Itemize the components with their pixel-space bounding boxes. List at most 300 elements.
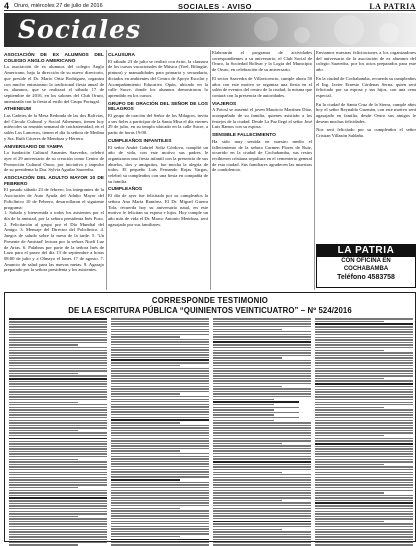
notice-text-line	[315, 420, 413, 421]
notice-text-line	[213, 396, 311, 397]
article-column-3	[212, 50, 312, 290]
notice-text-line	[315, 378, 384, 379]
notice-text-line	[315, 529, 413, 530]
notice-text-line	[111, 388, 209, 389]
notice-text-line	[111, 365, 180, 366]
notice-text-line	[111, 318, 209, 319]
notice-text-line	[9, 350, 107, 351]
article-text: Elaborarán el programa de actividades correspondientes a su aniversario, el Club Social de Oruro, la Sociedad Bolívar y la Logia del Municipio de Oruro, en celebración de su aniversario.	[212, 50, 312, 73]
notice-text-line	[9, 542, 107, 543]
notice-text-line	[213, 321, 311, 322]
notice-text-line	[213, 529, 282, 530]
notice-text-line	[111, 347, 209, 348]
notice-text-line	[315, 536, 413, 537]
article-text: En la ciudad de Cochabamba, recuerda su cumpleaños el Ing. Javier Ernesto Cárdenas Serna, quien será felicitado por su esposa y sus hijos, con una cena especial.	[316, 75, 416, 98]
article-text: El día de ayer fue felicitada por su cumpleaños la señora Ana María Ramírez. El Dr. Miguel Guerra Tola, recuerda hoy su aniversario natal, en este motivo le felicitan su esposa e hijos. Hoy cumple un año más de vida el Dr. Marco Antonio Mendoza, será agasajado por sus familiares.	[108, 193, 208, 227]
notice-text-line	[9, 337, 107, 338]
article-text: El sábado 23 de julio se realizó con éxito, la clausura de los cursos vacacionales de Música (Yoel, Bilingüe, pintura) y manualidades para primaria y secundaria, dictados en ambientes del Centro de Apoyo Escolar y Acompañamiento Educativo Opón, ubicado en la calle Sucre, donde los alumnos demostraron lo aprendido en los cursos.	[108, 58, 208, 98]
article-text: Las Cadetes de la Mesa Redonda de las dos Bolivias, del Círculo Cultural y Social Atheneum, tienen hoy miércoles su reunión semanal de confraternidad, en el salón Los Lanceros, tienen el día la señora de Medina y Sra. Ruth Cáceres de Mendoza y Herrera.	[4, 113, 104, 141]
notice-text-line	[9, 412, 107, 413]
notice-text-line	[315, 365, 413, 366]
notice-text-line	[111, 456, 209, 457]
section-banner	[4, 13, 416, 47]
notice-text-line	[111, 450, 180, 451]
notice-text-line	[213, 526, 311, 527]
notice-text-line	[9, 414, 107, 415]
article-heading: GRUPO DE ORACIÓN DEL SEÑOR DE LOS MILAGROS	[108, 101, 208, 113]
notice-text-line	[9, 425, 107, 426]
notice-text-line	[315, 495, 413, 496]
notice-text-line	[315, 456, 413, 457]
article-text: El sector Saavedra de Villavicencio, cumple ahora 50 años con este motivo se organiza una fiesta en el salón de eventos del centro de la ciudad, la misma que contará con la presencia de autoridades.	[212, 75, 312, 98]
notice-text-line	[315, 355, 413, 356]
notice-text-line	[315, 380, 413, 381]
notice-text-line	[111, 539, 209, 541]
notice-text-line	[213, 329, 282, 330]
notice-text-line	[213, 344, 311, 345]
notice-text-line	[9, 370, 107, 371]
notice-text-line	[111, 484, 209, 485]
notice-text-line	[315, 404, 413, 405]
notice-text-line	[213, 350, 311, 351]
notice-text-line	[111, 528, 209, 529]
notice-text-line	[111, 482, 209, 483]
notice-text-line	[9, 422, 107, 423]
notice-text-line	[213, 492, 311, 493]
notice-text-line	[111, 373, 209, 374]
notice-text-column	[9, 317, 107, 539]
notice-text-line	[111, 383, 209, 384]
notice-text-line	[9, 461, 107, 462]
notice-text-line	[213, 435, 311, 436]
notice-text-line	[315, 389, 413, 390]
notice-text-line	[111, 443, 209, 444]
notice-text-line	[111, 458, 209, 459]
notice-text-line	[213, 542, 311, 543]
notice-text-line	[9, 381, 107, 382]
notice-text-line	[9, 417, 107, 418]
notice-text-line	[9, 396, 107, 397]
notice-text-line	[111, 461, 209, 462]
notice-text-line	[213, 502, 311, 503]
notice-text-line	[9, 469, 107, 470]
notice-text-line	[111, 536, 180, 537]
article-text: Enviamos nuestras felicitaciones a los organizadores del aniversario de la asociación de ex alumnos del colegio Saavedra, por los actos preparados para este año.	[316, 50, 416, 73]
notice-text-column	[315, 317, 413, 539]
notice-text-line	[111, 380, 209, 381]
notice-text-line	[9, 394, 107, 395]
notice-text-line	[213, 508, 311, 509]
notice-text-line	[315, 443, 413, 445]
page-header	[4, 2, 416, 11]
notice-text-line	[9, 521, 107, 522]
notice-text-line	[9, 389, 107, 390]
notice-text-line	[315, 539, 413, 540]
notice-text-line	[111, 329, 209, 330]
notice-text-line	[315, 446, 413, 447]
notice-text-line	[213, 339, 311, 340]
notice-text-line	[315, 425, 413, 426]
article-heading: SENSIBLE FALLECIMIENTO	[212, 133, 276, 139]
notice-text-line	[213, 399, 274, 400]
notice-text-line	[111, 435, 209, 436]
notice-text-line	[213, 375, 311, 376]
notice-text-line	[315, 448, 413, 449]
notice-text-line	[315, 513, 413, 514]
notice-text-line	[213, 461, 311, 463]
notice-text-line	[9, 352, 107, 353]
banner-decoration	[379, 23, 399, 43]
notice-text-line	[111, 463, 209, 464]
notice-text-line	[111, 474, 209, 475]
notice-text-line	[315, 502, 413, 504]
notice-text-line	[315, 373, 413, 374]
notice-text-line	[111, 417, 209, 418]
notice-text-line	[213, 318, 311, 319]
notice-text-line	[213, 365, 311, 366]
article-heading: CUMPLEAÑOS INFANTILES	[108, 138, 172, 144]
notice-text-line	[111, 414, 209, 415]
notice-text-line	[111, 339, 209, 340]
notice-text-line	[315, 505, 413, 506]
notice-text-line	[111, 542, 209, 543]
notice-text-line	[9, 342, 107, 343]
notice-text-line	[213, 380, 311, 381]
notice-text-line	[111, 544, 209, 545]
notice-text-line	[9, 505, 107, 506]
notice-text-line	[9, 407, 107, 408]
advert-city: COCHABAMBA	[343, 266, 389, 272]
banner-decoration	[334, 15, 364, 45]
notice-text-line	[9, 404, 107, 405]
notice-text-line	[111, 396, 209, 397]
notice-text-line	[9, 497, 107, 499]
notice-text-line	[213, 500, 282, 501]
article-text: Nos será felicitado por su cumpleaños el señor Cristian Villazón Saldaña.	[316, 127, 416, 139]
notice-text-line	[213, 477, 311, 478]
notice-text-line	[315, 523, 413, 524]
notice-text-line	[315, 479, 413, 480]
notice-text-line	[315, 352, 413, 353]
notice-text-line	[213, 472, 282, 473]
article-text: El señor André Gabriel Soliz Córdova, cumplió un año de vida, con este motivo sus padres le organizaron una fiesta infantil con la presencia de sus abuelos, tíos y amiguitos, fue mucha la alegría de todos. El pequeño Luis Fernando Rojas Vargas, celebró su cumpleaños con una fiesta en compañía de su familia.	[108, 144, 208, 184]
notice-text-line	[9, 482, 107, 483]
notice-text-line	[315, 492, 384, 493]
notice-text-line	[315, 516, 413, 517]
notice-text-line	[315, 350, 384, 351]
article-heading: ANIVERSARIO DE YAMPA	[4, 144, 64, 150]
notice-text-line	[315, 534, 413, 535]
notice-text-line	[213, 414, 274, 415]
notice-text-line	[315, 323, 413, 325]
notice-text-line	[213, 383, 311, 384]
notice-text-line	[213, 422, 311, 423]
notice-text-line	[315, 521, 384, 522]
notice-text-line	[111, 357, 209, 358]
notice-text-line	[9, 472, 107, 473]
notice-text-line	[9, 534, 107, 535]
notice-text-line	[315, 484, 413, 485]
notice-text-line	[9, 339, 107, 340]
notice-text-line	[213, 484, 311, 485]
article-column-2	[108, 50, 208, 290]
notice-text-line	[111, 411, 209, 412]
notice-text-line	[315, 375, 413, 376]
notice-text-line	[213, 539, 311, 540]
notice-text-line	[213, 534, 311, 535]
notice-text-line	[111, 419, 209, 421]
notice-text-line	[213, 453, 311, 454]
notice-text-line	[9, 513, 107, 514]
notice-text-line	[111, 321, 209, 322]
notice-text-line	[111, 336, 180, 337]
notice-text-line	[213, 420, 274, 421]
notice-text-line	[9, 378, 107, 380]
notice-text-line	[315, 344, 413, 345]
notice-text-line	[213, 352, 311, 353]
notice-text-line	[213, 448, 311, 449]
notice-text-line	[111, 368, 209, 369]
notice-text-line	[111, 533, 209, 534]
notice-text-line	[315, 383, 413, 385]
notice-text-line	[111, 334, 209, 335]
notice-text-line	[9, 362, 107, 363]
notice-text-line	[213, 458, 311, 459]
notice-text-line	[315, 414, 413, 415]
notice-text-line	[111, 476, 209, 477]
notice-text-line	[9, 321, 107, 322]
notice-text-line	[213, 336, 311, 337]
notice-text-line	[9, 479, 107, 480]
notice-text-line	[111, 430, 209, 431]
notice-text-line	[213, 495, 311, 496]
notice-text-line	[213, 326, 311, 327]
notice-text-line	[111, 440, 209, 441]
notice-text-line	[9, 459, 78, 460]
notice-text-line	[111, 362, 209, 363]
notice-text-line	[315, 347, 413, 348]
notice-text-line	[315, 399, 413, 400]
notice-text-column	[213, 317, 311, 539]
notice-text-line	[9, 492, 107, 493]
notice-text-line	[213, 386, 282, 387]
notice-text-line	[111, 352, 209, 353]
notice-text-line	[213, 497, 311, 498]
notice-text-line	[213, 373, 311, 374]
notice-text-line	[315, 508, 413, 509]
notice-text-line	[9, 355, 107, 356]
notice-text-line	[9, 368, 107, 369]
notice-text-line	[9, 383, 107, 384]
notice-text-line	[9, 536, 107, 537]
notice-text-line	[315, 459, 413, 460]
notice-text-line	[213, 368, 311, 369]
notice-text-line	[213, 515, 311, 516]
notice-text-line	[213, 370, 311, 371]
notice-text-line	[315, 461, 413, 462]
notice-text-line	[213, 443, 282, 444]
notice-text-line	[315, 329, 413, 330]
notice-text-line	[111, 500, 209, 501]
notice-text-line	[213, 355, 311, 356]
notice-text-line	[315, 412, 413, 413]
notice-text-line	[315, 526, 413, 527]
notice-text-line	[9, 490, 107, 491]
notice-text-line	[315, 482, 413, 483]
notice-text-line	[9, 511, 107, 512]
notice-text-line	[315, 497, 413, 498]
notice-text-line	[213, 430, 311, 431]
notice-text-line	[315, 321, 384, 322]
notice-text-line	[111, 471, 209, 472]
notice-text-line	[213, 412, 299, 413]
notice-text-line	[315, 511, 413, 512]
notice-text-line	[213, 450, 311, 451]
article-text: La asociación de ex alumnos del colegio Anglo Americano, bajo la dirección de su nuevo directorio, que preside el Dr. Mario Ortiz Rodríguez, organiza con mucho entusiasmo la tradicional fiesta anual de ex alumnos, que se realizará el sábado 17 de septiembre de 2016, en los salones del Club Oruro, amenizada con la fiesta al estilo del Grupo Portugal.	[4, 64, 104, 104]
notice-text-line	[315, 438, 413, 439]
article-text: Ha sido muy sentida en nuestro medio el fallecimiento de la señora Carmen Flores de Ruiz, ocurrido en la ciudad de Cochabamba, sus restos recibieron cristiana sepultura en el cementerio general de esta ciudad. Sus familiares agradecen las muestras de condolencia.	[212, 138, 312, 173]
notice-text-line	[213, 425, 311, 426]
article-heading: ATHENEUM	[4, 107, 31, 113]
notice-text-line	[9, 373, 78, 374]
notice-text-line	[111, 425, 209, 426]
notice-text-line	[315, 477, 413, 478]
notice-text-line	[9, 474, 107, 475]
notice-text-line	[111, 386, 209, 387]
notice-text-line	[315, 435, 384, 436]
notice-text-line	[111, 510, 209, 511]
notice-text-line	[315, 331, 413, 332]
notice-text-line	[9, 430, 78, 431]
notice-text-line	[111, 515, 209, 516]
notice-text-line	[111, 479, 180, 481]
notice-text-line	[9, 443, 107, 444]
notice-text-line	[9, 531, 107, 532]
notice-text-line	[315, 542, 413, 543]
notice-text-line	[213, 357, 282, 358]
notice-text-line	[111, 531, 209, 532]
article-text: 1. Saludo y bienvenida a todos los asistentes por el día de la amistad, por la señora presidenta Inés Pozo. 2. Felicitación al grupo por el Día Mundial del Amigo. 3. Mensaje del Director del Policlínico. 4. Juegos de saludo sobre la mesa de la tarde. 5. 'Un Presente de Amistad' lectura por la señora Noelí Luz de Arias. 6. Palabras por parte de la señora Inés de Lazo para el paseo del día 13 de septiembre a horas 08:00 de julio y a Olmayo el lunes 17 de agosto. 7. Anuncio de salud para las nuevas metas. 8. Agasajo preparado por la señora presidenta y los asistentes.	[4, 210, 104, 273]
notice-text-line	[315, 368, 413, 369]
notice-text-line	[111, 469, 209, 470]
notice-text-line	[9, 518, 107, 519]
notice-text-line	[213, 404, 274, 405]
notice-text-line	[9, 326, 107, 327]
notice-text-line	[111, 448, 209, 449]
notice-text-line	[9, 516, 78, 517]
notice-text-line	[111, 523, 209, 524]
column-divider	[314, 50, 315, 290]
notice-text-line	[111, 370, 209, 371]
notice-text-line	[9, 402, 78, 403]
notice-text-line	[111, 344, 209, 345]
notice-text-line	[111, 404, 209, 405]
column-divider	[106, 50, 107, 290]
notice-text-line	[213, 401, 299, 403]
notice-text-line	[9, 331, 107, 332]
advert-phone: Teléfono 4583758	[337, 274, 395, 281]
notice-text-line	[315, 422, 413, 423]
notice-text-line	[111, 487, 209, 488]
notice-text-line	[9, 324, 107, 325]
article-heading: ASOCIACIÓN DEL ADULTO MAYOR 10 DE FEBRERO	[4, 176, 104, 187]
advert-brand: LA PATRIA	[317, 245, 415, 257]
article-text: La fundación Cultural Amantes Saavedra, celebró ayer el 29 aniversario de su creación como Centro de Promoción Cultural Oruro, por iniciativa y impulso de su presidenta la Dra. Sylvia Aguilar Saavedra.	[4, 150, 104, 173]
notice-text-line	[9, 420, 107, 421]
notice-text-line	[315, 370, 413, 371]
notice-text-line	[315, 531, 413, 532]
notice-text-line	[213, 490, 311, 491]
notice-text-line	[9, 357, 107, 358]
notice-text-line	[9, 456, 107, 457]
notice-text-line	[213, 360, 311, 361]
article-text: El pasado sábado 23 de febrero, los integrantes de la Asociación de Auto Ayuda del Adulto Mayor del Policlínico 10 de Febrero, desarrollaron el siguiente programa:	[4, 187, 104, 210]
advert-line: CON OFICINA EN	[341, 258, 391, 264]
notice-text-line	[315, 544, 413, 545]
notice-text-line	[111, 427, 209, 428]
notice-text-line	[315, 487, 413, 488]
notice-text-line	[315, 430, 413, 431]
notice-title: CORRESPONDE TESTIMONIO	[151, 296, 269, 305]
notice-text-line	[213, 505, 311, 506]
article-heading: CUMPLEAÑOS	[108, 187, 143, 193]
notice-text-line	[213, 438, 311, 439]
notice-text-line	[315, 490, 413, 491]
article-heading: ASOCIACIÓN DE EX ALUMNOS DEL COLEGIO ANGLO AMERICANO	[4, 53, 104, 64]
notice-text-line	[9, 529, 107, 530]
notice-text-line	[315, 318, 413, 319]
notice-text-line	[315, 451, 413, 452]
article-heading: VIAJEROS	[212, 101, 237, 107]
notice-text-line	[9, 391, 107, 392]
notice-text-line	[111, 323, 209, 324]
notice-text-line	[111, 391, 209, 392]
notice-text-line	[213, 469, 311, 470]
notice-text-line	[9, 487, 78, 488]
notice-text-line	[111, 495, 209, 496]
notice-text-line	[213, 544, 311, 545]
notice-text-line	[9, 438, 107, 440]
notice-text-line	[315, 474, 413, 475]
notice-text-line	[111, 497, 209, 498]
article-text: En la ciudad de Santa Cruz de la Sierra, cumple años hoy el señor Reynaldo Guzmán, con este motivo será agasajado en familia, desde Oruro sus amigos le desean muchas felicidades.	[316, 101, 416, 124]
notice-text-line	[111, 378, 209, 379]
notice-text-line	[111, 508, 180, 509]
notice-text-line	[111, 466, 209, 467]
notice-text-line	[213, 466, 311, 467]
notice-text-line	[315, 396, 413, 397]
notice-text-line	[315, 427, 413, 428]
notice-text-line	[9, 523, 107, 524]
notice-text-line	[111, 349, 209, 350]
section-name: SOCIALES - AVISO	[178, 2, 252, 11]
notice-text-line	[315, 464, 384, 465]
article-text: El grupo de oración del Señor de los Milagros, invita a sus fieles a participar de la Santa Misa el día viernes 29 de julio, en su templo ubicado en la calle Sucre, a partir de horas 19:00.	[108, 113, 208, 136]
notice-text-line	[111, 490, 209, 491]
notice-text-line	[315, 337, 413, 338]
notice-text-line	[213, 487, 311, 488]
notice-text-line	[111, 341, 209, 342]
notice-text-line	[213, 409, 274, 410]
notice-text-line	[9, 477, 107, 478]
notice-text-line	[213, 341, 311, 343]
notice-text-line	[9, 484, 107, 485]
notice-text-line	[9, 495, 107, 496]
notice-text-line	[213, 391, 311, 392]
notice-text-line	[315, 409, 413, 410]
notice-text-line	[315, 417, 413, 418]
notice-text-line	[213, 456, 311, 457]
